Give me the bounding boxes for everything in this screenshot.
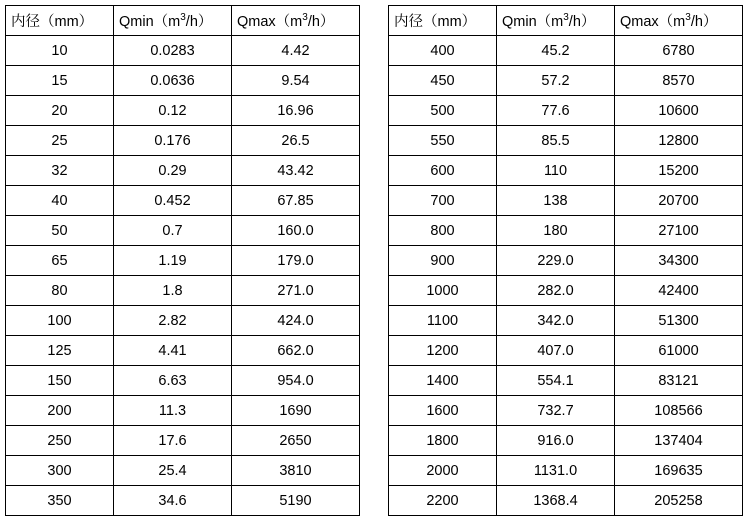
cell-diameter: 1600	[389, 396, 497, 426]
table-row	[389, 66, 743, 96]
table-row	[6, 36, 360, 66]
cell-qmax: 8570	[615, 66, 743, 96]
cell-diameter: 1400	[389, 366, 497, 396]
cell-diameter: 25	[6, 126, 114, 156]
table-body-left	[6, 6, 360, 516]
column-header-diameter: 内径（mm）	[389, 6, 497, 36]
table-row	[6, 426, 360, 456]
table-row	[6, 276, 360, 306]
cell-qmin: 77.6	[497, 96, 615, 126]
cell-qmax: 954.0	[232, 366, 360, 396]
cell-qmin: 0.176	[114, 126, 232, 156]
table-row	[389, 96, 743, 126]
cell-qmin: 407.0	[497, 336, 615, 366]
cell-diameter: 1100	[389, 306, 497, 336]
cell-diameter: 40	[6, 186, 114, 216]
cell-qmin: 0.452	[114, 186, 232, 216]
cell-qmax: 1690	[232, 396, 360, 426]
cell-diameter: 10	[6, 36, 114, 66]
cell-qmax: 662.0	[232, 336, 360, 366]
cell-qmax: 42400	[615, 276, 743, 306]
cell-diameter: 250	[6, 426, 114, 456]
cell-qmax: 67.85	[232, 186, 360, 216]
cell-qmax: 51300	[615, 306, 743, 336]
cell-qmax: 137404	[615, 426, 743, 456]
pipe-flow-table-right	[388, 5, 743, 516]
cell-qmin: 0.12	[114, 96, 232, 126]
table-row	[389, 486, 743, 516]
cell-qmin: 0.0283	[114, 36, 232, 66]
cell-diameter: 1800	[389, 426, 497, 456]
cell-qmin: 0.29	[114, 156, 232, 186]
cell-diameter: 15	[6, 66, 114, 96]
cell-qmax: 16.96	[232, 96, 360, 126]
cell-qmin: 138	[497, 186, 615, 216]
table-row	[389, 36, 743, 66]
cell-qmax: 424.0	[232, 306, 360, 336]
cell-qmin: 1368.4	[497, 486, 615, 516]
cell-qmax: 160.0	[232, 216, 360, 246]
cell-diameter: 300	[6, 456, 114, 486]
column-header-qmin: $Qmin(m^3/h)$	[114, 6, 232, 36]
table-row	[389, 426, 743, 456]
cell-qmin: 180	[497, 216, 615, 246]
table-row	[6, 216, 360, 246]
cell-qmax: 12800	[615, 126, 743, 156]
cell-qmax: 26.5	[232, 126, 360, 156]
table-row	[389, 396, 743, 426]
table-row	[6, 156, 360, 186]
cell-diameter: 1200	[389, 336, 497, 366]
table-row	[389, 456, 743, 486]
cell-qmin: 25.4	[114, 456, 232, 486]
cell-qmax: 10600	[615, 96, 743, 126]
cell-qmin: 0.7	[114, 216, 232, 246]
cell-qmax: 3810	[232, 456, 360, 486]
cell-qmax: 15200	[615, 156, 743, 186]
cell-qmax: 271.0	[232, 276, 360, 306]
cell-diameter: 200	[6, 396, 114, 426]
table-row	[6, 96, 360, 126]
cell-diameter: 1000	[389, 276, 497, 306]
column-header-qmax: $Qmax(m^3/h)$	[232, 6, 360, 36]
cell-qmax: 61000	[615, 336, 743, 366]
table-row	[389, 276, 743, 306]
pipe-flow-table-left	[5, 5, 360, 516]
table-row	[389, 246, 743, 276]
cell-qmin: 4.41	[114, 336, 232, 366]
table-row	[6, 66, 360, 96]
cell-diameter: 400	[389, 36, 497, 66]
cell-qmax: 205258	[615, 486, 743, 516]
cell-diameter: 450	[389, 66, 497, 96]
cell-diameter: 800	[389, 216, 497, 246]
cell-diameter: 32	[6, 156, 114, 186]
table-row	[389, 306, 743, 336]
table-row	[6, 246, 360, 276]
table-header-row	[389, 6, 743, 36]
table-row	[389, 156, 743, 186]
table-body-right	[389, 6, 743, 516]
cell-diameter: 900	[389, 246, 497, 276]
cell-qmin: 17.6	[114, 426, 232, 456]
cell-qmin: 282.0	[497, 276, 615, 306]
cell-diameter: 80	[6, 276, 114, 306]
cell-qmin: 57.2	[497, 66, 615, 96]
table-row	[6, 366, 360, 396]
cell-qmin: 1131.0	[497, 456, 615, 486]
table-row	[6, 336, 360, 366]
cell-diameter: 50	[6, 216, 114, 246]
cell-qmax: 2650	[232, 426, 360, 456]
cell-qmin: 0.0636	[114, 66, 232, 96]
column-header-diameter: 内径（mm）	[6, 6, 114, 36]
cell-qmin: 916.0	[497, 426, 615, 456]
table-header-row	[6, 6, 360, 36]
cell-diameter: 500	[389, 96, 497, 126]
cell-diameter: 150	[6, 366, 114, 396]
column-header-qmax: $Qmax(m^3/h)$	[615, 6, 743, 36]
cell-qmin: 85.5	[497, 126, 615, 156]
cell-diameter: 550	[389, 126, 497, 156]
table-row	[389, 216, 743, 246]
table-row	[6, 456, 360, 486]
cell-diameter: 350	[6, 486, 114, 516]
table-row	[389, 336, 743, 366]
cell-qmax: 108566	[615, 396, 743, 426]
cell-qmin: 732.7	[497, 396, 615, 426]
cell-qmax: 9.54	[232, 66, 360, 96]
cell-qmin: 110	[497, 156, 615, 186]
cell-diameter: 125	[6, 336, 114, 366]
cell-qmin: 6.63	[114, 366, 232, 396]
cell-qmax: 20700	[615, 186, 743, 216]
cell-qmax: 34300	[615, 246, 743, 276]
cell-diameter: 65	[6, 246, 114, 276]
cell-qmax: 179.0	[232, 246, 360, 276]
cell-qmin: 229.0	[497, 246, 615, 276]
cell-qmax: 5190	[232, 486, 360, 516]
cell-diameter: 2200	[389, 486, 497, 516]
table-row	[6, 126, 360, 156]
cell-qmax: 4.42	[232, 36, 360, 66]
column-header-qmin: $Qmin(m^3/h)$	[497, 6, 615, 36]
cell-qmin: 1.19	[114, 246, 232, 276]
cell-qmax: 43.42	[232, 156, 360, 186]
cell-diameter: 2000	[389, 456, 497, 486]
table-row	[389, 126, 743, 156]
cell-qmax: 169635	[615, 456, 743, 486]
cell-qmin: 11.3	[114, 396, 232, 426]
cell-qmax: 83121	[615, 366, 743, 396]
cell-qmin: 34.6	[114, 486, 232, 516]
table-row	[6, 396, 360, 426]
table-row	[6, 486, 360, 516]
cell-diameter: 700	[389, 186, 497, 216]
cell-diameter: 600	[389, 156, 497, 186]
cell-diameter: 20	[6, 96, 114, 126]
table-row	[6, 186, 360, 216]
table-row	[389, 366, 743, 396]
cell-qmin: 554.1	[497, 366, 615, 396]
cell-qmax: 27100	[615, 216, 743, 246]
table-row	[389, 186, 743, 216]
cell-qmin: 342.0	[497, 306, 615, 336]
table-row	[6, 306, 360, 336]
cell-qmax: 6780	[615, 36, 743, 66]
cell-qmin: 1.8	[114, 276, 232, 306]
cell-qmin: 2.82	[114, 306, 232, 336]
cell-qmin: 45.2	[497, 36, 615, 66]
cell-diameter: 100	[6, 306, 114, 336]
